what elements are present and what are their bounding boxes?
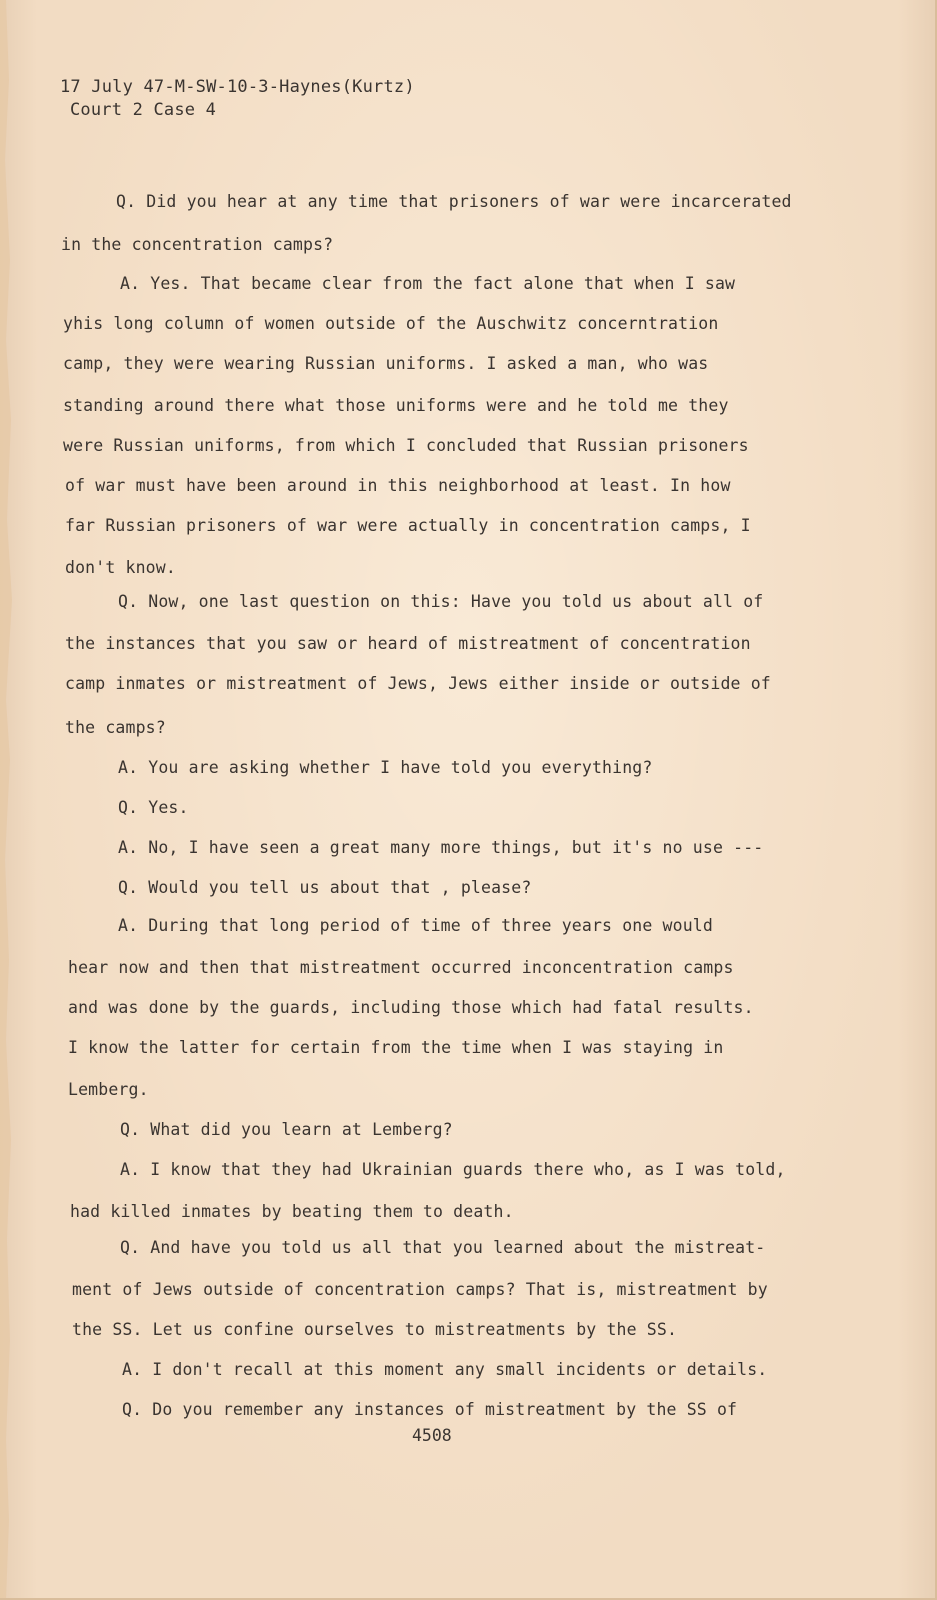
- transcript-line: ment of Jews outside of concentration camps? That is, mistreatment by: [72, 1280, 768, 1299]
- torn-edge-decoration: [0, 0, 16, 1600]
- transcript-line: hear now and then that mistreatment occurred inconcentration camps: [68, 958, 734, 977]
- transcript-line: Q. And have you told us all that you learned about the mistreat-: [120, 1238, 766, 1257]
- transcript-line: A. During that long period of time of three years one would: [118, 916, 713, 935]
- transcript-line: the instances that you saw or heard of mistreatment of concentration: [65, 634, 751, 653]
- transcript-line: were Russian uniforms, from which I concluded that Russian prisoners: [63, 436, 749, 455]
- header-reference: 17 July 47-M-SW-10-3-Haynes(Kurtz): [60, 77, 415, 97]
- transcript-line: standing around there what those uniforms were and he told me they: [63, 396, 729, 415]
- transcript-line: I know the latter for certain from the time when I was staying in: [68, 1038, 724, 1057]
- transcript-line: A. I don't recall at this moment any small incidents or details.: [122, 1360, 768, 1379]
- transcript-line: Q. Did you hear at any time that prisoners of war were incarcerated: [116, 192, 792, 211]
- transcript-line: A. No, I have seen a great many more things, but it's no use ---: [118, 838, 764, 857]
- transcript-line: Lemberg.: [68, 1080, 149, 1099]
- transcript-line: and was done by the guards, including those which had fatal results.: [68, 998, 754, 1017]
- transcript-line: Q. Do you remember any instances of mistreatment by the SS of: [122, 1400, 738, 1419]
- transcript-line: don't know.: [65, 558, 176, 577]
- transcript-line: camp, they were wearing Russian uniforms. I asked a man, who was: [63, 354, 709, 373]
- transcript-line: Q. Now, one last question on this: Have you told us about all of: [118, 592, 764, 611]
- transcript-line: yhis long column of women outside of the Auschwitz concerntration: [63, 314, 719, 333]
- transcript-line: the camps?: [65, 718, 166, 737]
- transcript-line: the SS. Let us confine ourselves to mistreatments by the SS.: [72, 1320, 678, 1339]
- transcript-line: of war must have been around in this neighborhood at least. In how: [65, 476, 731, 495]
- page-number: 4508: [412, 1426, 452, 1445]
- header-court-case: Court 2 Case 4: [70, 100, 217, 120]
- transcript-line: A. I know that they had Ukrainian guards there who, as I was told,: [120, 1160, 786, 1179]
- transcript-line: far Russian prisoners of war were actually in concentration camps, I: [65, 516, 751, 535]
- transcript-line: in the concentration camps?: [61, 235, 334, 254]
- transcript-line: Q. What did you learn at Lemberg?: [120, 1120, 453, 1139]
- transcript-line: Q. Yes.: [118, 798, 189, 817]
- transcript-line: Q. Would you tell us about that , please?: [118, 878, 532, 897]
- transcript-line: had killed inmates by beating them to death.: [70, 1202, 514, 1221]
- transcript-line: camp inmates or mistreatment of Jews, Jews either inside or outside of: [65, 674, 771, 693]
- transcript-line: A. You are asking whether I have told you everything?: [118, 758, 653, 777]
- transcript-line: A. Yes. That became clear from the fact alone that when I saw: [120, 274, 736, 293]
- document-header: [60, 76, 415, 122]
